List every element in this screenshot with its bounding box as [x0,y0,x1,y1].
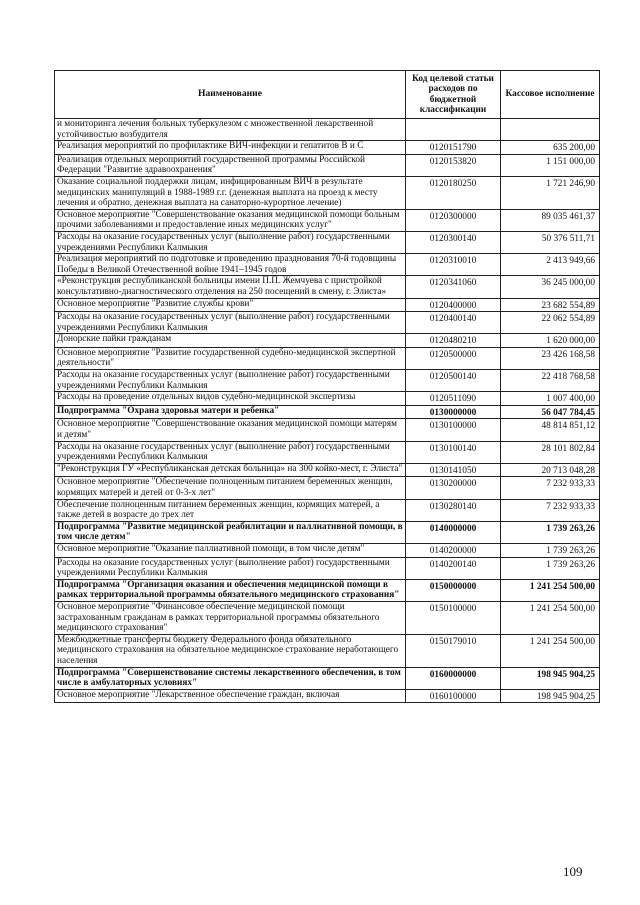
table-row [55,254,600,276]
row-name-cell: «Реконструкция республиканской больницы имени П.П. Жемчуева с пристройкой консультативно-диагностического отделения на 250 посещений в смену, г. Элиста» [55,276,406,298]
row-amount-cell: 1 151 000,00 [501,154,600,176]
row-amount-cell: 7 232 933,33 [501,477,600,499]
table-row [55,601,600,634]
row-name-cell: Основное мероприятие "Развитие государственной судебно-медицинской экспертной деятельности" [55,347,406,369]
row-code-cell: 0130141050 [406,463,501,477]
row-name-cell: и мониторинга лечения больных туберкулезом с множественной лекарственной устойчивостью возбудителя [55,119,406,141]
table-row [55,209,600,231]
row-name-cell: Расходы на оказание государственных услуг (выполнение работ) государственными учреждениями Республики Калмыкия [55,231,406,253]
row-amount-cell: 1 007 400,00 [501,392,600,406]
row-amount-cell: 23 426 168,58 [501,347,600,369]
row-code-cell [406,119,501,141]
row-amount-cell [501,119,600,141]
table-row [55,521,600,543]
row-name-cell: Подпрограмма "Организация оказания и обеспечения медицинской помощи в рамках территориальной программы обязательного медицинского страхования" [55,579,406,601]
row-code-cell: 0150100000 [406,601,501,634]
table-row [55,667,600,689]
row-name-cell: Реализация мероприятий по подготовке и проведению празднования 70-й годовщины Победы в Великой Отечественной войне 1941–1945 годов [55,254,406,276]
row-amount-cell: 2 413 949,66 [501,254,600,276]
table-row [55,441,600,463]
row-amount-cell: 1 241 254 500,00 [501,579,600,601]
header-amount: Кассовое исполнение [501,71,600,119]
row-code-cell: 0130000000 [406,405,501,419]
row-name-cell: Расходы на оказание государственных услуг (выполнение работ) государственными учреждениями Республики Калмыкия [55,557,406,579]
header-code: Код целевой статьи расходов по бюджетной классификации [406,71,501,119]
row-code-cell: 0160000000 [406,667,501,689]
row-name-cell: Оказание социальной поддержки лицам, инфицированным ВИЧ в результате медицинских манипуляций в 1988-1989 г.г. (денежная выплата на проезд к месту лечения и обратно, денежная выплата на санаторно-курортное лечение) [55,176,406,209]
row-code-cell: 0120400140 [406,312,501,334]
row-name-cell: "Реконструкция ГУ «Республиканская детская больница» на 300 койко-мест, г. Элиста" [55,463,406,477]
row-code-cell: 0140000000 [406,521,501,543]
row-code-cell: 0120180250 [406,176,501,209]
row-name-cell: Основное мероприятие "Совершенствование оказания медицинской помощи матерям и детям" [55,419,406,441]
table-row [55,154,600,176]
row-amount-cell: 23 682 554,89 [501,298,600,312]
row-code-cell: 0130100000 [406,419,501,441]
row-code-cell: 0120511090 [406,392,501,406]
table-row [55,499,600,521]
row-name-cell: Основное мероприятие "Оказание паллиативной помощи, в том числе детям" [55,543,406,557]
row-code-cell: 0120300140 [406,231,501,253]
row-name-cell: Основное мероприятие "Обеспечение полноценным питанием беременных женщин, кормящих матерей и детей от 0-3-х лет" [55,477,406,499]
row-amount-cell: 1 620 000,00 [501,334,600,348]
table-row [55,405,600,419]
row-name-cell: Расходы на оказание государственных услуг (выполнение работ) государственными учреждениями Республики Калмыкия [55,370,406,392]
row-code-cell: 0140200000 [406,543,501,557]
row-code-cell: 0120153820 [406,154,501,176]
header-name: Наименование [55,71,406,119]
row-code-cell: 0120300000 [406,209,501,231]
table-row [55,543,600,557]
row-name-cell: Основное мероприятие "Финансовое обеспечение медицинской помощи застрахованным гражданам в рамках территориальной программы обязательного медицинского страхования" [55,601,406,634]
row-name-cell: Подпрограмма "Совершенствование системы лекарственного обеспечения, в том числе в амбулаторных условиях" [55,667,406,689]
table-header-row [55,71,600,119]
table-row [55,477,600,499]
row-code-cell: 0150179010 [406,634,501,667]
row-name-cell: Основное мероприятие "Лекарственное обеспечение граждан, включая [55,689,406,703]
table-row [55,119,600,141]
row-code-cell: 0130280140 [406,499,501,521]
row-code-cell: 0130100140 [406,441,501,463]
table-row [55,334,600,348]
table-row [55,347,600,369]
table-row [55,276,600,298]
row-amount-cell: 22 062 554,89 [501,312,600,334]
row-amount-cell: 1 739 263,26 [501,543,600,557]
row-amount-cell: 635 200,00 [501,141,600,155]
row-amount-cell: 1 241 254 500,00 [501,634,600,667]
row-amount-cell: 1 721 246,90 [501,176,600,209]
table-row [55,419,600,441]
row-amount-cell: 22 418 768,58 [501,370,600,392]
table-row [55,231,600,253]
table-row [55,557,600,579]
row-amount-cell: 48 814 851,12 [501,419,600,441]
row-name-cell: Реализация мероприятий по профилактике ВИЧ-инфекции и гепатитов В и С [55,141,406,155]
row-amount-cell: 28 101 802,84 [501,441,600,463]
row-name-cell: Подпрограмма "Развитие медицинской реабилитации и паллиативной помощи, в том числе детям" [55,521,406,543]
row-amount-cell: 36 245 000,00 [501,276,600,298]
table-body [55,119,600,703]
row-code-cell: 0120500000 [406,347,501,369]
row-code-cell: 0120310010 [406,254,501,276]
table-row [55,634,600,667]
table-row [55,141,600,155]
row-amount-cell: 20 713 048,28 [501,463,600,477]
row-name-cell: Основное мероприятие "Развитие службы крови" [55,298,406,312]
row-name-cell: Межбюджетные трансферты бюджету Федерального фонда обязательного медицинского страхования на обязательное медицинское страхование неработающего населения [55,634,406,667]
row-amount-cell: 1 739 263,26 [501,557,600,579]
row-name-cell: Основное мероприятие "Совершенствование оказания медицинской помощи больным прочими заболеваниями и предоставление иных медицинских услуг" [55,209,406,231]
table-row [55,176,600,209]
row-code-cell: 0140200140 [406,557,501,579]
table-row [55,579,600,601]
row-code-cell: 0150000000 [406,579,501,601]
row-amount-cell: 50 376 511,71 [501,231,600,253]
budget-execution-table [54,70,600,703]
row-code-cell: 0120500140 [406,370,501,392]
row-code-cell: 0120400000 [406,298,501,312]
row-name-cell: Подпрограмма "Охрана здоровья матери и ребенка" [55,405,406,419]
table-row [55,370,600,392]
row-code-cell: 0120480210 [406,334,501,348]
row-name-cell: Расходы на проведение отдельных видов судебно-медицинской экспертизы [55,392,406,406]
table-row [55,298,600,312]
row-amount-cell: 56 047 784,45 [501,405,600,419]
row-name-cell: Реализация отдельных мероприятий государственной программы Российской Федерации "Развитие здравоохранения" [55,154,406,176]
row-name-cell: Расходы на оказание государственных услуг (выполнение работ) государственными учреждениями Республики Калмыкия [55,312,406,334]
row-amount-cell: 198 945 904,25 [501,667,600,689]
row-name-cell: Обеспечение полноценным питанием беременных женщин, кормящих матерей, а также детей в возрасте до трех лет [55,499,406,521]
table-row [55,312,600,334]
row-amount-cell: 89 035 461,37 [501,209,600,231]
page-number: 109 [563,864,583,879]
row-amount-cell: 7 232 933,33 [501,499,600,521]
row-code-cell: 0130200000 [406,477,501,499]
row-name-cell: Расходы на оказание государственных услуг (выполнение работ) государственными учреждениями Республики Калмыкия [55,441,406,463]
table-row [55,392,600,406]
row-amount-cell: 1 241 254 500,00 [501,601,600,634]
row-code-cell: 0160100000 [406,689,501,703]
row-code-cell: 0120341060 [406,276,501,298]
row-amount-cell: 1 739 263,26 [501,521,600,543]
row-amount-cell: 198 945 904,25 [501,689,600,703]
row-name-cell: Донорские пайки гражданам [55,334,406,348]
table-row [55,463,600,477]
table-row [55,689,600,703]
row-code-cell: 0120151790 [406,141,501,155]
